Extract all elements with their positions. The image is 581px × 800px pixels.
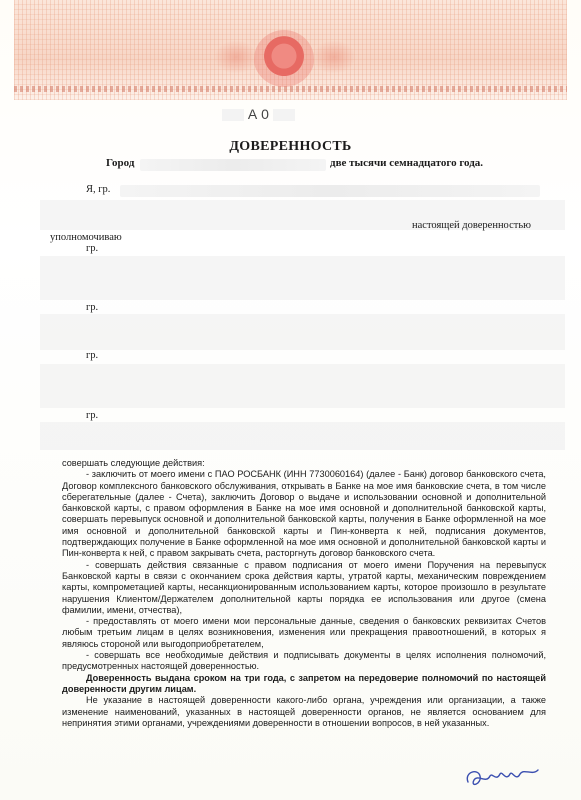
citizen-label: гр. [86, 350, 99, 361]
redacted-block [273, 109, 295, 121]
paragraph: Не указание в настоящей доверенности какого-либо органа, учреждения или организации, а также изменение наименований, указанных в настоящей доверенности органов, не является основанием для непринятия этими органами, учреждениями доверенности в отношении вопросов, в ней указанных. [62, 695, 546, 728]
redacted-region [40, 422, 565, 450]
decorative-ornament [312, 40, 356, 74]
paragraph: - заключить от моего имени с ПАО РОСБАНК (ИНН 7730060164) (далее - Банк) договор банковского счета, Договор комплексного банковского обслуживания, открывать в Банке на мое имя банковские счета, в том числе сберегательные (далее - Счета), заключить Договор о выдаче и использовании основной и дополнительной банковской карты, с правом оформления в Банке на мое имя основной и дополнительной банковской карты, совершать перевыпуск основной и дополнительной банковской карты, получения в Банке оформленной на мое имя основной и дополнительной банковской карты и Пин-конверта к ней, подписания документов, подтверждающих получение в Банке оформленной на мое имя основной и дополнительной банковской карты и Пин-конверта к ней, с правом закрывать счета, расторгнуть договор банковского счета. [62, 469, 546, 559]
paragraph: совершать следующие действия: [62, 458, 205, 468]
redacted-region [40, 314, 565, 350]
city-label: Город [106, 157, 135, 169]
paragraph: - совершать действия связанные с правом подписания от моего имени Поручения на перевыпуск Банковской карты в связи с окончанием срока действия карты, утратой карты, механическим повреждением карты, компрометацией карты, несанкционированным использованием карты, которое произошло в результате нарушения Клиентом/Держателем дополнительной карты порядка ее использования или другое (смена фамилии, имени, отчества), [62, 559, 546, 615]
authorize-label: уполномочиваю [50, 232, 122, 243]
citizen-label: гр. [86, 302, 99, 313]
this-poa-text: настоящей доверенностью [412, 220, 531, 231]
redacted-region [40, 256, 565, 300]
paragraph: - совершать все необходимые действия и подписывать документы в целях исполнения полномочий, предусмотренных настоящей доверенностью. [62, 650, 546, 672]
citizen-label: гр. [86, 410, 99, 421]
redacted-city [140, 159, 326, 171]
handwritten-signature [462, 760, 542, 792]
serial-prefix: А 0 [247, 106, 269, 122]
decorative-ornament [214, 40, 258, 74]
coat-of-arms-emblem [254, 30, 314, 88]
redacted-principal [120, 185, 540, 197]
document-title: ДОВЕРЕННОСТЬ [229, 139, 352, 154]
redacted-region [40, 364, 565, 408]
form-serial-number [222, 106, 342, 126]
paragraph: - предоставлять от моего имени мои персональные данные, сведения о банковских реквизитах Счетов любым третьим лицам в целях возникновения, изменения или прекращения правоотношений, в которых я являюсь стороной или выгодоприобретателем, [62, 616, 546, 649]
redacted-block [222, 109, 244, 121]
validity-paragraph: Доверенность выдана сроком на три года, с запретом на передоверие полномочий по настоящей доверенности другим лицам. [62, 672, 546, 694]
citizen-label: гр. [86, 243, 99, 254]
issue-date: две тысячи семнадцатого года. [330, 157, 484, 169]
principal-label: Я, гр. [86, 184, 111, 195]
document-body [62, 458, 546, 729]
